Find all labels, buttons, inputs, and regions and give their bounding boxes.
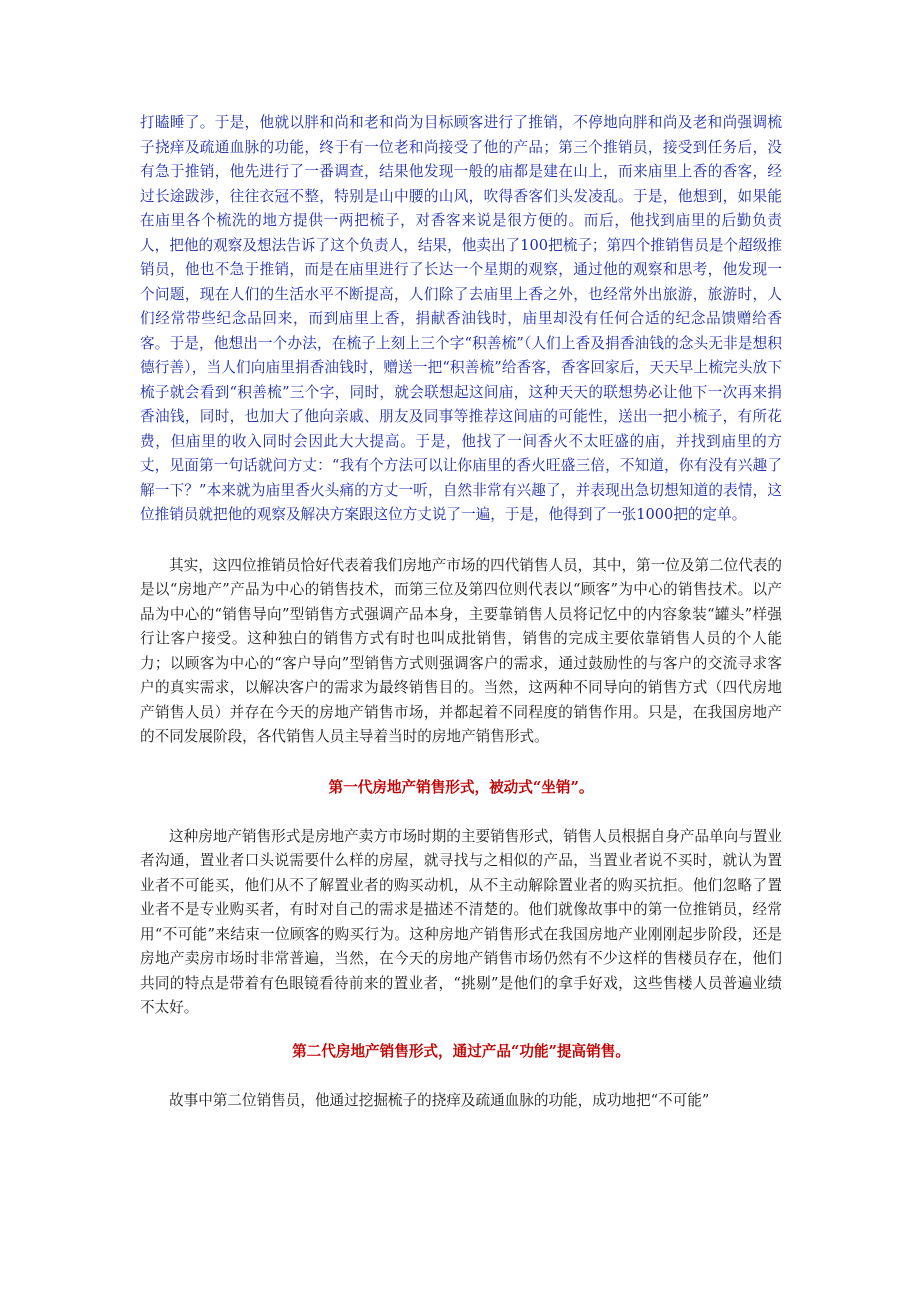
- story-paragraph: 打瞌睡了。于是，他就以胖和尚和老和尚为目标顾客进行了推销，不停地向胖和尚及老和尚强调梳子挠痒及疏通血脉的功能，终于有一位老和尚接受了他的产品；第三个推销员，接受到任务后，没有急于推销，他先进行了一番调查，结果他发现一般的庙都是建在山上，而来庙里上香的香客，经过长途跋涉，往往衣冠不整，特别是山中腰的山风，吹得香客们头发凌乱。于是，他想到，如果能在庙里各个梳洗的地方提供一两把梳子，对香客来说是很方便的。而后，他找到庙里的后勤负责人，把他的观察及想法告诉了这个负责人，结果，他卖出了100把梳子；第四个推销售员是个超级推销员，他也不急于推销，而是在庙里进行了长达一个星期的观察，通过他的观察和思考，他发现一个问题，现在人们的生活水平不断提高，人们除了去庙里上香之外，也经常外出旅游，旅游时，人们经常带些纪念品回来，而到庙里上香，捐献香油钱时，庙里却没有任何合适的纪念品馈赠给香客。于是，他想出一个办法，在梳子上刻上三个字“积善梳”（人们上香及捐香油钱的念头无非是想积德行善），当人们向庙里捐香油钱时，赠送一把“积善梳”给香客，香客回家后，天天早上梳完头放下梳子就会看到“积善梳”三个字，同时，就会联想起这间庙，这种天天的联想势必让他下一次再来捐香油钱，同时，也加大了他向亲戚、朋友及同事等推荐这间庙的可能性，送出一把小梳子，有所花费，但庙里的收入同时会因此大大提高。于是，他找了一间香火不太旺盛的庙，并找到庙里的方丈，见面第一句话就问方丈：“我有个方法可以让你庙里的香火旺盛三倍，不知道，你有没有兴趣了解一下？”本来就为庙里香火头痛的方丈一听，自然非常有兴趣了，并表现出急切想知道的表情，这位推销员就把他的观察及解决方案跟这位方丈说了一遍，于是，他得到了一张1000把的定单。: [140, 114, 782, 523]
- second-generation-heading: 第二代房地产销售形式，通过产品“功能”提高销售。: [292, 1042, 630, 1060]
- first-generation-heading: 第一代房地产销售形式，被动式“坐销”。: [328, 778, 594, 796]
- paragraph-spacer: [140, 528, 782, 554]
- heading-spacer: [140, 800, 782, 825]
- heading-spacer: [140, 1021, 782, 1040]
- heading-spacer: [140, 750, 782, 776]
- first-generation-paragraph: 这种房地产销售形式是房地产卖方市场时期的主要销售形式，销售人员根据自身产品单向与置业者沟通，置业者口头说需要什么样的房屋，就寻找与之相似的产品，当置业者说不买时，就认为置业者不可能买，他们从不了解置业者的购买动机，从不主动解除置业者的购买抗拒。他们忽略了置业者不是专业购买者，有时对自己的需求是描述不清楚的。他们就像故事中的第一位推销员，经常用“不可能”来结束一位顾客的购买行为。这种房地产销售形式在我国房地产业刚刚起步阶段，还是房地产卖房市场时非常普遍，当然，在今天的房地产销售市场仍然有不少这样的售楼员存在，他们共同的特点是带着有色眼镜看待前来的置业者，“挑剔”是他们的拿手好戏，这些售楼人员普遍业绩不太好。: [140, 827, 782, 1016]
- summary-paragraph: 其实，这四位推销员恰好代表着我们房地产市场的四代销售人员，其中，第一位及第二位代表的是以“房地产”产品为中心的销售技术，而第三位及第四位则代表以“顾客”为中心的销售技术。以产品为中心的“销售导向”型销售方式强调产品本身，主要靠销售人员将记忆中的内容象装“罐头”样强行让客户接受。这种独白的销售方式有时也叫成批销售，销售的完成主要依靠销售人员的个人能力；以顾客为中心的“客户导向”型销售方式则强调客户的需求，通过鼓励性的与客户的交流寻求客户的真实需求，以解决客户的需求为最终销售目的。当然，这两种不同导向的销售方式（四代房地产销售人员）并存在今天的房地产销售市场，并都起着不同程度的销售作用。只是，在我国房地产的不同发展阶段，各代销售人员主导着当时的房地产销售形式。: [140, 556, 782, 745]
- heading-spacer: [140, 1064, 782, 1089]
- second-generation-paragraph: 故事中第二位销售员，他通过挖掘梳子的挠痒及疏通血脉的功能，成功地把“不可能”: [169, 1091, 710, 1109]
